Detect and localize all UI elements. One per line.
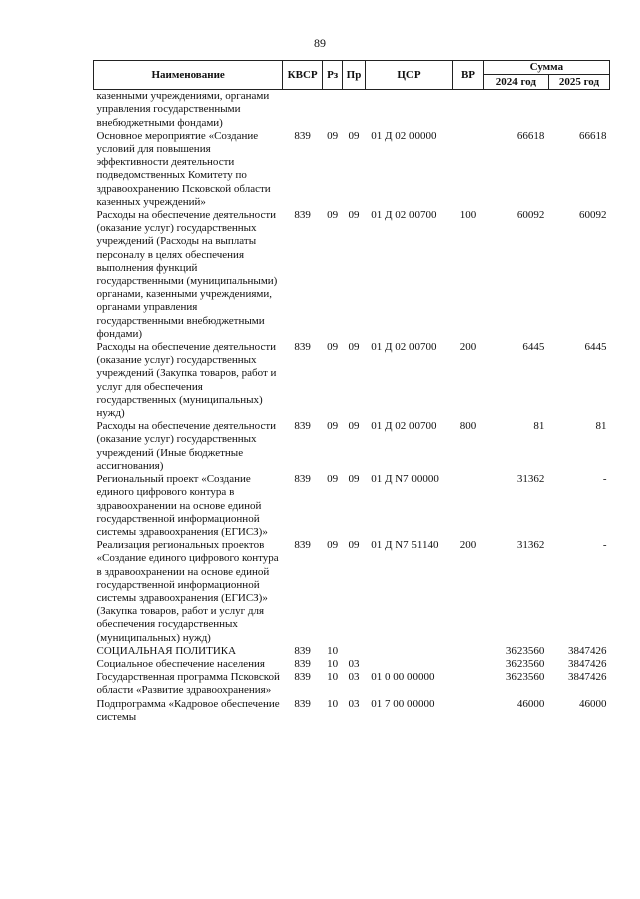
table-row (94, 658, 610, 671)
page-number: 89 (314, 36, 326, 50)
cell-csr: 01 Д 02 00700 (371, 209, 437, 222)
cell-name: Расходы на обеспечение деятельности (оказание услуг) государственных учреждений (Расходы на выплаты персоналу в целях обеспечения выполнения функций государственными (муниципальными) органами, казенными учреждениями, органами управления государственными внебюджетными фондами) (96, 209, 278, 340)
cell-kvsr: 839 (294, 539, 311, 552)
cell-pr (343, 90, 365, 130)
table-row (94, 90, 610, 130)
cell-pr: 03 (348, 671, 360, 684)
cell-sum-2024: 60092 (516, 209, 545, 222)
cell-pr (343, 645, 365, 658)
cell-pr: 09 (348, 420, 360, 433)
header-csr: ЦСР (365, 61, 453, 90)
cell-sum-2025: 3847426 (568, 644, 607, 657)
cell-csr: 01 Д 02 00700 (371, 341, 437, 354)
cell-sum-2025: 81 (595, 420, 607, 433)
header-name: Наименование (94, 61, 283, 90)
header-kvsr: КВСР (283, 61, 323, 90)
cell-sum-2024: 31362 (516, 473, 545, 486)
cell-sum-2025 (548, 90, 609, 130)
cell-vr (453, 473, 484, 539)
table-row (94, 698, 610, 724)
cell-csr (365, 645, 453, 658)
cell-vr: 200 (459, 341, 477, 354)
cell-vr: 200 (459, 539, 477, 552)
cell-rz: 10 (327, 697, 339, 710)
cell-vr (453, 658, 484, 671)
cell-kvsr: 839 (294, 129, 311, 142)
header-vr: ВР (453, 61, 484, 90)
cell-csr: 01 Д N7 51140 (371, 539, 439, 552)
cell-sum-2024: 6445 (522, 341, 545, 354)
cell-kvsr: 839 (294, 473, 311, 486)
cell-sum-2025: 46000 (579, 697, 607, 710)
cell-pr: 09 (348, 473, 360, 486)
cell-name: Реализация региональных проектов «Создание единого цифрового контура в здравоохранении на основе единой государственной информационной системы здравоохранения (ЕГИСЗ)» (Закупка товаров, работ и услуг для обеспечения государственных (муниципальных) нужд) (96, 539, 279, 644)
cell-csr: 01 7 00 00000 (371, 697, 435, 710)
cell-sum-2024: 66618 (516, 129, 545, 142)
cell-vr (453, 671, 484, 697)
cell-kvsr: 839 (294, 657, 311, 670)
cell-vr: 800 (459, 420, 477, 433)
cell-sum-2024: 46000 (516, 697, 545, 710)
cell-vr (453, 130, 484, 209)
cell-sum-2025: - (602, 539, 607, 552)
cell-name: СОЦИАЛЬНАЯ ПОЛИТИКА (96, 644, 237, 657)
cell-vr: 100 (459, 209, 477, 222)
table-row (94, 420, 610, 473)
cell-sum-2024: 3623560 (505, 671, 545, 684)
cell-name: Государственная программа Псковской области «Развитие здравоохранения» (96, 671, 280, 697)
cell-name: Расходы на обеспечение деятельности (оказание услуг) государственных учреждений (Закупка товаров, работ и услуг для обеспечения государственных (муниципальных) нужд) (96, 341, 277, 420)
cell-sum-2024: 81 (533, 420, 545, 433)
cell-rz: 09 (327, 129, 339, 142)
cell-name: Социальное обеспечение населения (96, 657, 265, 670)
cell-pr: 09 (348, 209, 360, 222)
cell-kvsr (283, 90, 323, 130)
cell-rz (322, 90, 342, 130)
table-row (94, 130, 610, 209)
header-rz: Рз (322, 61, 342, 90)
table-row (94, 473, 610, 539)
cell-sum-2025: 60092 (579, 209, 607, 222)
cell-csr (365, 90, 453, 130)
cell-kvsr: 839 (294, 644, 311, 657)
cell-pr: 09 (348, 129, 360, 142)
cell-csr: 01 Д 02 00000 (371, 129, 437, 142)
cell-pr: 09 (348, 341, 360, 354)
cell-csr: 01 Д N7 00000 (371, 473, 439, 486)
table-body (94, 90, 610, 724)
cell-sum-2024: 31362 (516, 539, 545, 552)
cell-name: Региональный проект «Создание единого цифрового контура в здравоохранении на основе единой государственной информационной системы здравоохранения (ЕГИСЗ)» (96, 473, 268, 538)
table-row (94, 341, 610, 420)
cell-sum-2025: 6445 (584, 341, 607, 354)
cell-rz: 10 (327, 671, 339, 684)
cell-csr: 01 Д 02 00700 (371, 420, 437, 433)
header-year-2025: 2025 год (548, 75, 609, 90)
cell-rz: 09 (327, 539, 339, 552)
cell-rz: 09 (327, 420, 339, 433)
cell-sum-2024: 3623560 (505, 657, 545, 670)
cell-name: Подпрограмма «Кадровое обеспечение системы (96, 697, 280, 723)
header-sum: Сумма (483, 61, 609, 75)
cell-rz: 09 (327, 209, 339, 222)
cell-vr (453, 698, 484, 724)
budget-table (93, 60, 610, 724)
cell-rz: 10 (327, 644, 339, 657)
cell-pr: 09 (348, 539, 360, 552)
cell-pr: 03 (348, 697, 360, 710)
cell-rz: 09 (327, 473, 339, 486)
header-pr: Пр (343, 61, 365, 90)
cell-sum-2024: 3623560 (505, 644, 545, 657)
cell-kvsr: 839 (294, 671, 311, 684)
cell-rz: 09 (327, 341, 339, 354)
cell-sum-2025: - (602, 473, 607, 486)
cell-name: Основное мероприятие «Создание условий для повышения эффективности деятельности подведомственных Комитету по здравоохранению Псковской области казенных учреждений» (96, 129, 271, 208)
cell-sum-2025: 3847426 (568, 671, 607, 684)
cell-name: Расходы на обеспечение деятельности (оказание услуг) государственных учреждений (Иные бюджетные ассигнования) (96, 420, 277, 472)
cell-pr: 03 (348, 657, 360, 670)
cell-sum-2024 (483, 90, 548, 130)
table-row (94, 209, 610, 341)
cell-kvsr: 839 (294, 420, 311, 433)
cell-vr (453, 90, 484, 130)
cell-csr (365, 658, 453, 671)
table-row (94, 539, 610, 645)
cell-vr (453, 645, 484, 658)
header-year-2024: 2024 год (483, 75, 548, 90)
table-row (94, 645, 610, 658)
cell-kvsr: 839 (294, 209, 311, 222)
table-header (94, 61, 610, 90)
cell-name: казенными учреждениями, органами управления государственными внебюджетными фондами) (96, 90, 270, 129)
cell-csr: 01 0 00 00000 (371, 671, 435, 684)
table-row (94, 671, 610, 697)
cell-sum-2025: 3847426 (568, 657, 607, 670)
cell-sum-2025: 66618 (579, 129, 607, 142)
cell-rz: 10 (327, 657, 339, 670)
cell-kvsr: 839 (294, 341, 311, 354)
cell-kvsr: 839 (294, 697, 311, 710)
